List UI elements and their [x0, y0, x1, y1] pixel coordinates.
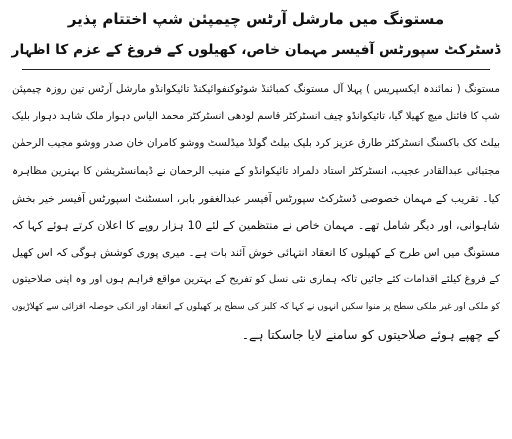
body-line: شاہوانی، اور دیگر شامل تھے۔ مہمان خاص نے منتظمین کے لئے 10 ہزار روپے کا اعلان کرتے ہوئے کہا کہ — [12, 219, 500, 233]
body-line: مجتبائی عبدالقادر عجیب، انسٹرکٹر استاد دلمراد تائیکوانڈو کے منیب الرحمان نے ڈیمانسٹریشن کا بہترین مظاہرہ — [12, 164, 500, 177]
body-line: کیا۔ تقریب کے مہمان خصوصی ڈسٹرکٹ سپورٹس آفیسر عبدالغفور بابر، اسسٹنٹ اسپورٹس آفیسر خیر بخش — [12, 191, 500, 205]
subheadline: ڈسٹرکٹ سپورٹس آفیسر مہمان خاص، کھیلوں کے فروغ کے عزم کا اظہار — [11, 42, 501, 58]
body-line: بیلٹ کک باکسنگ انسٹرکٹر طارق عزیز کرد بلیک بیلٹ گولڈ میڈلسٹ ووشو کامران خان صدر ووشو مجیب الرحمٰن — [12, 137, 500, 150]
body-line: کے چھپے ہوئے صلاحیتوں کو سامنے لایا جاسکتا ہے۔ — [241, 326, 500, 342]
body-line: کے فروغ کیلئے اقدامات کئے جائیں تاکہ ہماری نئی نسل کو تفریح کے بہترین مواقع فراہم ہوں اور وہ اپنی صلاحیتوں — [12, 274, 500, 286]
divider-rule — [22, 69, 490, 70]
body-line: کو ملکی اور غیر ملکی سطح پر منوا سکیں انہوں نے کہا کہ کلبز کی سطح پر کھیلوں کے انعقاد اور انکی حوصلہ افزائی سے کھلاڑیوں — [12, 301, 500, 312]
headline: مستونگ میں مارشل آرٹس چیمپئن شپ اختتام پذیر — [67, 10, 445, 28]
body-line: مستونگ ( نمائندہ ایکسپریس ) پہلا آل مستونگ کمبائنڈ شوٹوکنفوائیکنڈ تائیکوانڈو مارشل آرٹس تین روزہ چیمپئن — [12, 83, 500, 95]
body-line: مستونگ میں اس طرح کے کھیلوں کا انعقاد انتہائی خوش آئند بات ہے۔ میری پوری کوشش ہوگی کہ اس کھیل — [12, 246, 500, 260]
body-line: شپ کا فائنل میچ کھیلا گیا، تائیکوانڈو چیف انسٹرکٹر قاسم لودھی انسٹرکٹر محمد الیاس دہوار ملک شاہد دہوار بلیک — [12, 111, 500, 123]
article-body — [12, 76, 500, 348]
